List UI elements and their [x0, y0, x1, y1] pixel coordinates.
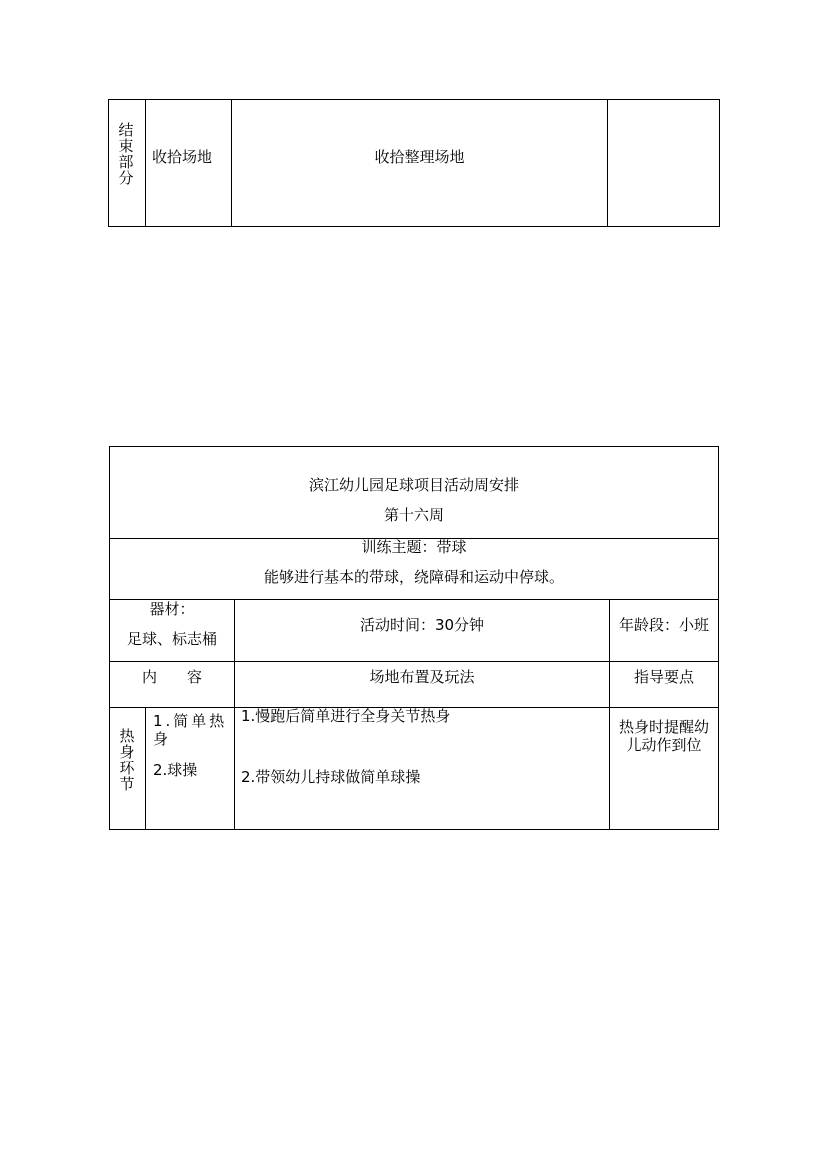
ending-content: 收拾整理场地 [374, 148, 465, 166]
warmup-step-2: 2.带领幼儿持球做简单球操 [241, 768, 421, 786]
equipment-label: 器材： [149, 600, 195, 618]
training-goal: 能够进行基本的带球，绕障碍和运动中停球。 [263, 568, 564, 586]
warmup-item-1: 1.简单热身 [153, 712, 228, 748]
header-layout: 场地布置及玩法 [369, 668, 475, 686]
training-theme: 训练主题：带球 [361, 538, 467, 556]
warmup-guidance: 热身时提醒幼儿动作到位 [619, 718, 710, 754]
warmup-item-2: 2.球操 [153, 761, 198, 779]
warmup-step-1: 1.慢跑后简单进行全身关节热身 [241, 707, 451, 725]
ending-section-label: 结 束 部 分 [118, 121, 134, 187]
header-points: 指导要点 [633, 668, 694, 686]
equipment-list: 足球、标志桶 [126, 630, 217, 648]
warmup-section-label: 热 身 环 节 [119, 727, 135, 793]
activity-time: 活动时间：30分钟 [359, 616, 485, 634]
header-content: 内 容 [141, 668, 202, 686]
age-group: 年龄段：小班 [618, 616, 709, 634]
ending-item: 收拾场地 [152, 148, 213, 166]
schedule-title: 滨江幼儿园足球项目活动周安排 [308, 476, 519, 494]
week-label: 第十六周 [383, 506, 444, 524]
